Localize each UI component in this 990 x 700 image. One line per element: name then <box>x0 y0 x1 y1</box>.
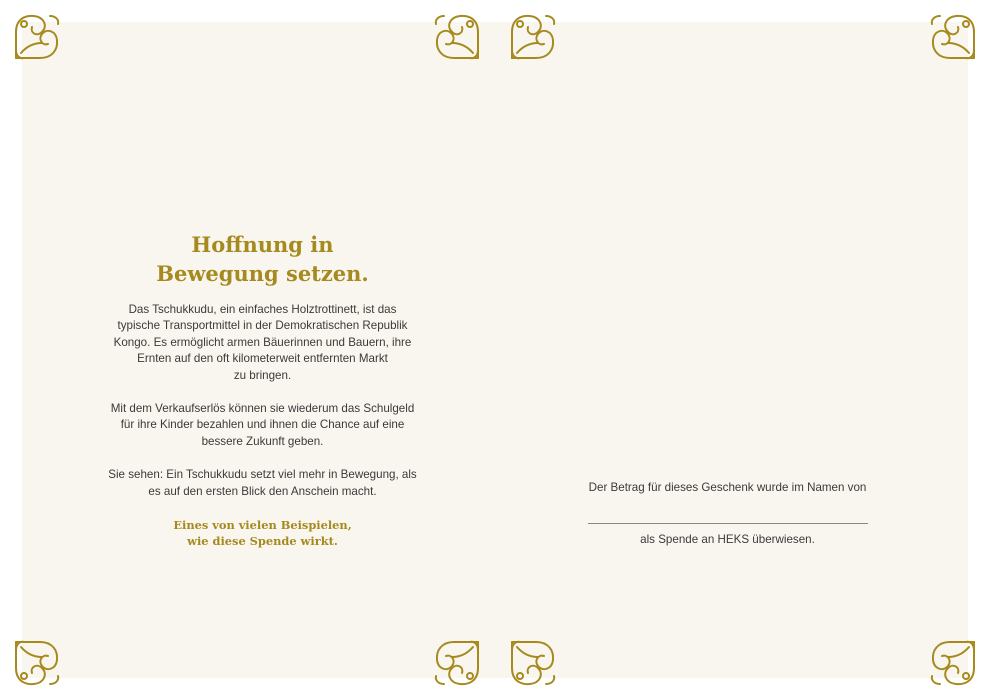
corner-flourish-icon <box>506 10 560 64</box>
headline <box>100 230 425 288</box>
name-signature-line[interactable] <box>588 523 868 524</box>
paragraph-line: es auf den ersten Blick den Anschein macht. <box>148 484 377 498</box>
body-paragraph <box>100 401 425 450</box>
paragraph-line: Kongo. Es ermöglicht armen Bäuerinnen und Bauern, ihre <box>113 335 412 349</box>
donation-statement: als Spende an HEKS überwiesen. <box>640 533 815 546</box>
corner-flourish-icon <box>430 10 484 64</box>
paragraph-line: für ihre Kinder bezahlen und ihnen die Chance auf eine <box>120 418 405 432</box>
body-paragraph <box>100 467 425 500</box>
tagline-line: Eines von vielen Beispielen, <box>173 518 352 533</box>
paragraph-line: Sie sehen: Ein Tschukkudu setzt viel mehr in Bewegung, als <box>108 468 417 482</box>
corner-flourish-icon <box>430 636 484 690</box>
paragraph-line: Ernten auf den oft kilometerweit entfernten Markt <box>137 352 388 366</box>
tagline-line: wie diese Spende wirkt. <box>187 534 338 549</box>
corner-flourish-icon <box>10 10 64 64</box>
paragraph-line: bessere Zukunft geben. <box>201 434 324 448</box>
paragraph-line: Mit dem Verkaufserlös können sie wiederum das Schulgeld <box>110 402 415 416</box>
headline-line: Hoffnung in <box>191 232 334 257</box>
corner-flourish-icon <box>10 636 64 690</box>
right-panel <box>580 480 875 548</box>
paragraph-line: typische Transportmittel in der Demokratischen Republik <box>117 319 408 333</box>
card-fold <box>495 22 496 678</box>
tagline <box>100 517 425 550</box>
body-paragraph <box>100 302 425 384</box>
corner-flourish-icon <box>926 10 980 64</box>
paragraph-line: Das Tschukkudu, ein einfaches Holztrottinett, ist das <box>128 303 397 316</box>
paragraph-line: zu bringen. <box>233 368 292 382</box>
gift-statement: Der Betrag für dieses Geschenk wurde im Namen von <box>588 481 867 494</box>
corner-flourish-icon <box>926 636 980 690</box>
left-panel <box>100 230 425 550</box>
corner-flourish-icon <box>506 636 560 690</box>
headline-line: Bewegung setzen. <box>156 261 369 286</box>
